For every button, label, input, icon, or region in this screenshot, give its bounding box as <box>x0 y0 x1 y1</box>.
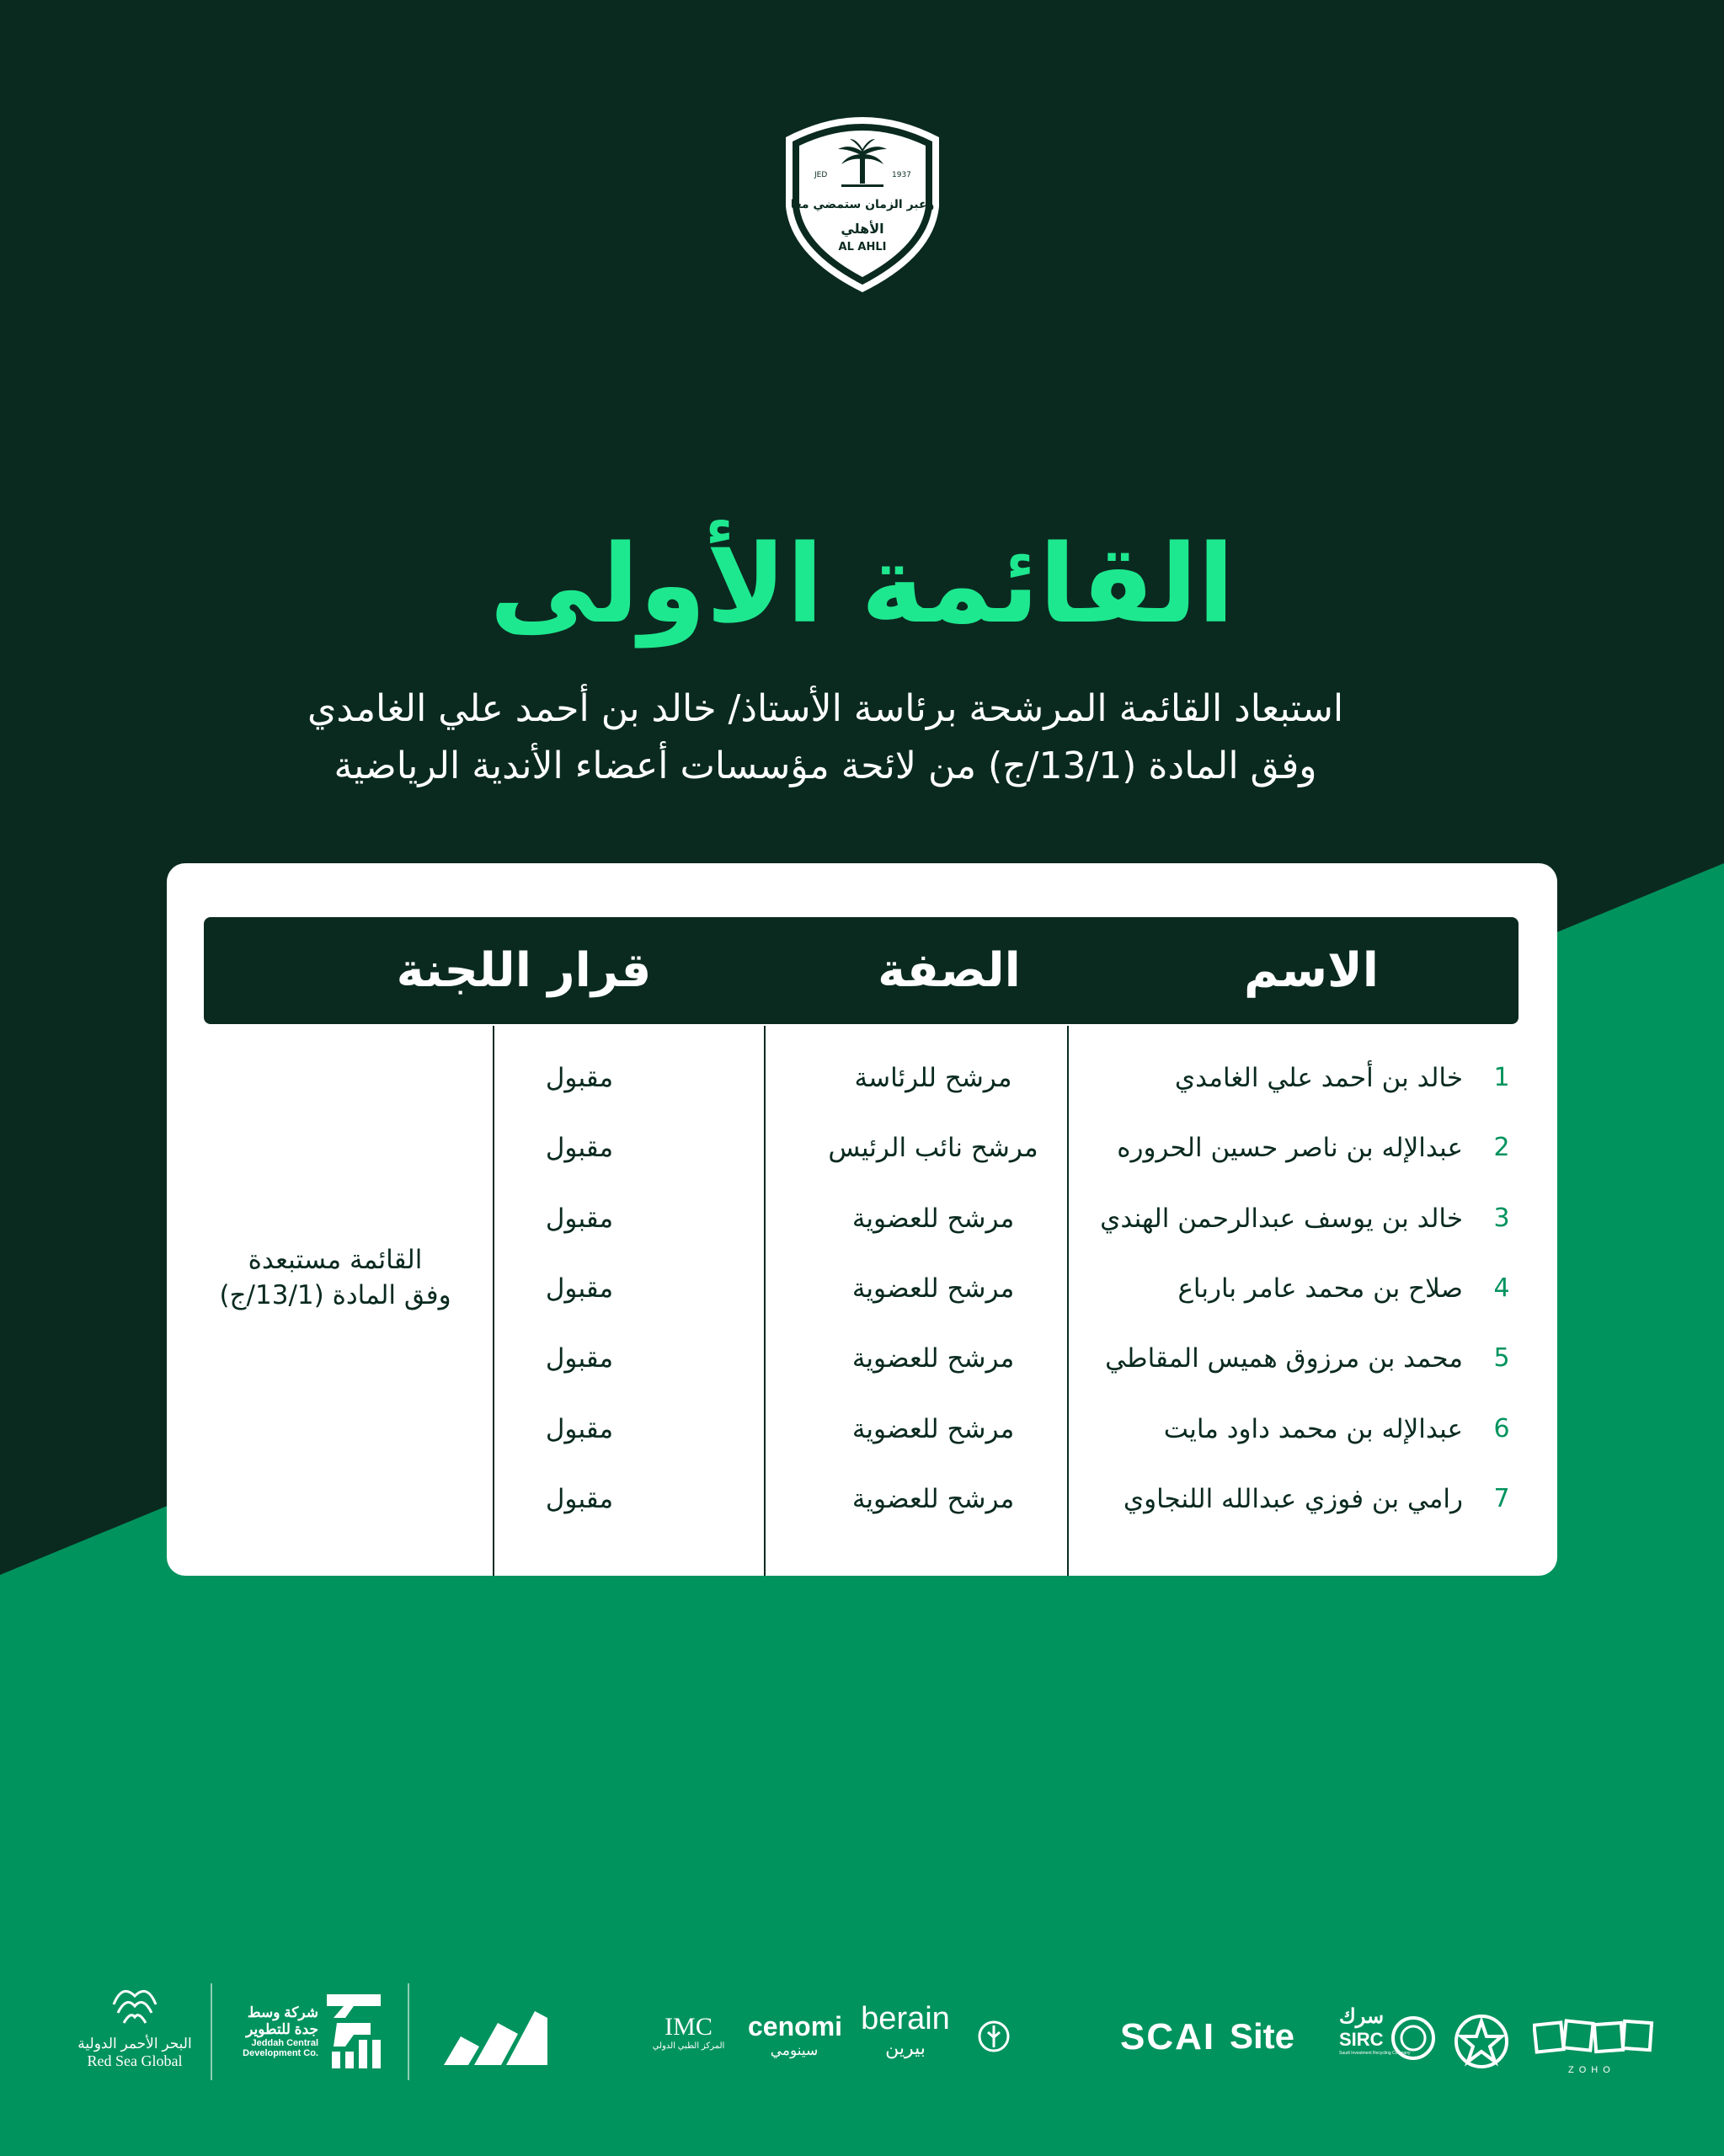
row-decision: مقبول <box>545 1343 614 1374</box>
subtitle-line-2: وفق المادة (13/1/ج) من لائحة مؤسسات أعضاء الأندية الرياضية <box>334 744 1317 787</box>
zoho-blocks-icon <box>1533 2017 1655 2059</box>
table-row <box>167 1123 1557 1173</box>
row-name: عبدالإله بن محمد داود مايت <box>1163 1414 1463 1444</box>
row-number: 1 <box>1493 1063 1510 1092</box>
cenomi-logo <box>748 2011 841 2059</box>
jeddah-central-icon <box>320 1989 387 2073</box>
red-sea-en: Red Sea Global <box>87 2052 183 2069</box>
results-table-card <box>167 863 1557 1576</box>
header-name: الاسم <box>1244 943 1379 998</box>
row-number: 4 <box>1493 1273 1510 1303</box>
row-role: مرشح للعضوية <box>851 1343 1015 1374</box>
zoho-text: ZOHO <box>1568 2065 1615 2075</box>
row-decision: مقبول <box>545 1273 614 1304</box>
red-sea-ar: البحر الأحمر الدولية <box>77 2036 192 2052</box>
crest-right-text: 1937 <box>892 171 911 179</box>
adidas-logo <box>442 1996 547 2065</box>
sirc-sub-text: Saudi Investment Recycling Company <box>1339 2051 1411 2056</box>
row-role: مرشح للعضوية <box>851 1484 1015 1514</box>
sirc-ring-icon <box>1390 2015 1437 2062</box>
sponsors-bar <box>0 1971 1724 2089</box>
exclusion-note <box>192 1242 478 1313</box>
row-role: مرشح نائب الرئيس <box>828 1133 1038 1163</box>
berain-logo <box>859 2001 952 2059</box>
header-role: الصفة <box>878 943 1021 998</box>
row-decision: مقبول <box>545 1203 614 1234</box>
subtitle <box>211 680 1440 795</box>
crest-motto: وعبر الزمان ستمضي معا <box>790 198 935 211</box>
exclusion-note-line-2: وفق المادة (13/1/ج) <box>219 1280 451 1310</box>
sponsor-divider <box>408 1983 409 2080</box>
cenomi-ar-text: سينومي <box>770 2042 819 2058</box>
jeddah-en-1: Jeddah Central <box>251 2038 318 2048</box>
jazean-emblem-icon <box>977 2017 1011 2056</box>
row-role: مرشح للعضوية <box>851 1203 1015 1234</box>
sponsor-divider <box>211 1983 212 2080</box>
imc-text: IMC <box>665 2013 713 2041</box>
scai-logo: SCAI <box>1120 2016 1216 2057</box>
red-sea-global-icon <box>105 1979 164 2031</box>
sirc-text: SIRC <box>1339 2029 1384 2050</box>
table-row <box>167 1404 1557 1454</box>
jeddah-ar-2: جدة للتطوير <box>246 2021 318 2037</box>
row-name: صلاح بن محمد عامر بارباع <box>1177 1273 1463 1304</box>
row-number: 3 <box>1493 1203 1510 1233</box>
row-name: عبدالإله بن ناصر حسين الحروره <box>1117 1133 1463 1163</box>
page-title: القائمة الأولى <box>489 522 1235 648</box>
row-decision: مقبول <box>545 1414 614 1444</box>
row-number: 7 <box>1493 1484 1510 1513</box>
table-row <box>167 1053 1557 1103</box>
berain-ar-text: بيرين <box>885 2037 926 2058</box>
site-logo: Site <box>1230 2016 1295 2056</box>
cenomi-text: cenomi <box>748 2011 843 2041</box>
row-role: مرشح للعضوية <box>851 1273 1015 1304</box>
header-decision: قرار اللجنة <box>396 943 652 998</box>
row-decision: مقبول <box>545 1063 614 1093</box>
row-name: خالد بن يوسف عبدالرحمن الهندي <box>1100 1203 1463 1234</box>
row-name: رامي بن فوزي عبدالله اللنجاوي <box>1123 1484 1463 1514</box>
jeddah-central-text <box>226 2004 318 2058</box>
row-number: 5 <box>1493 1343 1510 1373</box>
table-row <box>167 1193 1557 1244</box>
row-decision: مقبول <box>545 1133 614 1163</box>
star-emblem-icon <box>1453 2013 1510 2070</box>
table-row <box>167 1333 1557 1384</box>
row-decision: مقبول <box>545 1484 614 1514</box>
row-number: 2 <box>1493 1133 1510 1162</box>
crest-arabic-name: الأهلي <box>841 221 884 237</box>
jeddah-en-2: Development Co. <box>243 2048 318 2058</box>
red-sea-global-logo <box>67 1979 202 2070</box>
imc-ar-text: المركز الطبي الدولي <box>652 2041 725 2051</box>
row-number: 6 <box>1493 1414 1510 1444</box>
table-header <box>204 917 1519 1024</box>
sirc-ar-text: سرك <box>1339 2005 1385 2028</box>
crest-left-text: JED <box>814 171 828 179</box>
row-role: مرشح للرئاسة <box>854 1063 1012 1093</box>
al-ahli-crest-logo <box>782 114 942 295</box>
row-role: مرشح للعضوية <box>851 1414 1015 1444</box>
berain-text: berain <box>861 2001 950 2036</box>
exclusion-note-line-1: القائمة مستبعدة <box>248 1245 423 1275</box>
jeddah-ar-1: شركة وسط <box>247 2004 318 2020</box>
row-name: محمد بن مرزوق هميس المقاطي <box>1105 1343 1463 1374</box>
imc-logo <box>649 2013 729 2051</box>
table-row <box>167 1474 1557 1524</box>
subtitle-line-1: استبعاد القائمة المرشحة برئاسة الأستاذ/ خالد بن أحمد علي الغامدي <box>307 687 1344 730</box>
row-name: خالد بن أحمد علي الغامدي <box>1174 1063 1463 1093</box>
crest-latin-name: AL AHLI <box>838 241 887 253</box>
